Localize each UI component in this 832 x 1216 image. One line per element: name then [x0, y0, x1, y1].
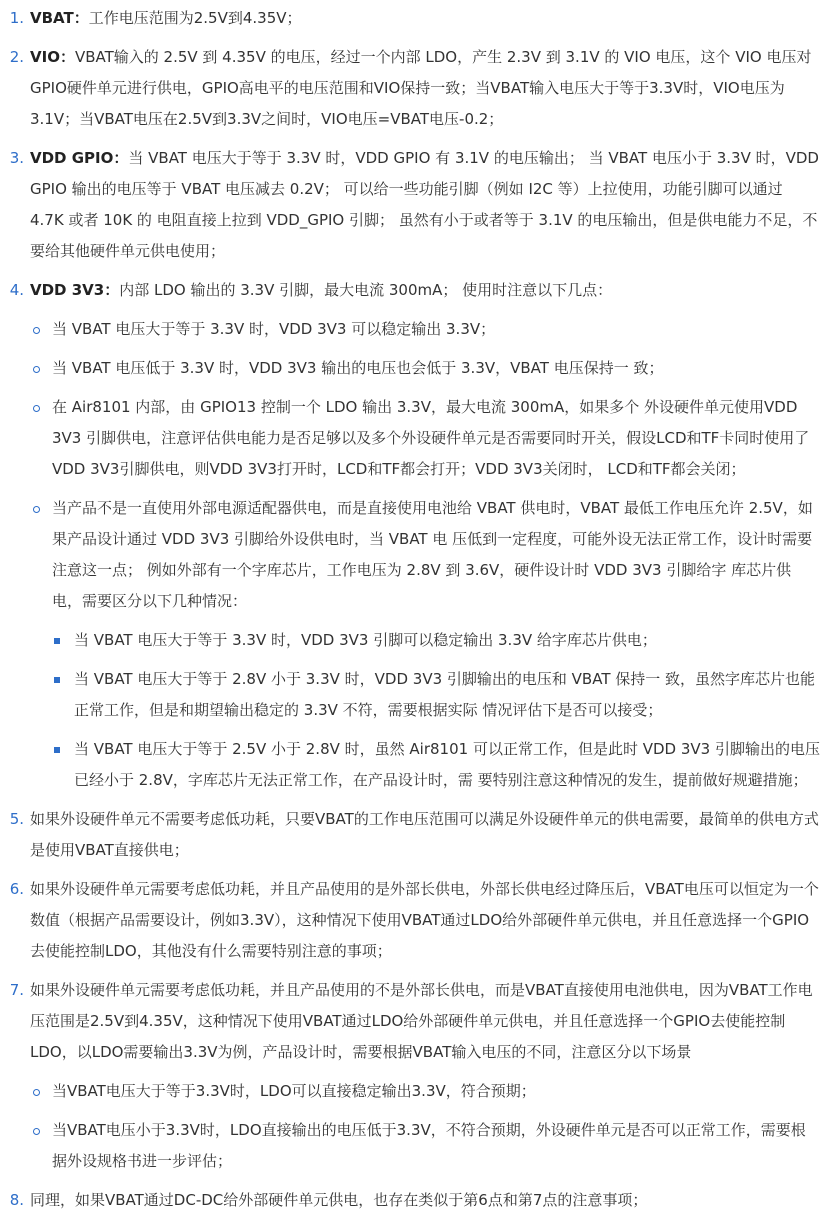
nested-list-item: [52, 664, 820, 726]
list-number: 5.: [9, 810, 24, 828]
square-bullet-icon: [54, 747, 60, 753]
square-bullet-icon: [54, 677, 60, 683]
list-number: 1.: [9, 9, 24, 27]
square-bullet-icon: [54, 638, 60, 644]
sub-list: [30, 314, 820, 796]
sub-item-text: 在 Air8101 内部，由 GPIO13 控制一个 LDO 输出 3.3V，最大电流 300mA，如果多个 外设硬件单元使用VDD 3V3 引脚供电，注意评估供电能力是否足够以及多个外设硬件单元是否需要同时开关，假设LCD和TF卡同时使用了VDD 3V3引脚供电，则VDD 3V3打开时，LCD和TF都会打开；VDD 3V3关闭时， LCD和TF都会关闭；: [52, 398, 810, 478]
item-text: 如果外设硬件单元需要考虑低功耗，并且产品使用的是外部长供电，外部长供电经过降压后，VBAT电压可以恒定为一个数值（根据产品需要设计，例如3.3V），这种情况下使用VBAT通过LDO给外部硬件单元供电，并且任意选择一个GPIO去使能控制LDO，其他没有什么需要特别注意的事项；: [30, 880, 819, 960]
sub-list-item: [30, 1115, 820, 1177]
list-item-1: [2, 3, 820, 34]
list-item-4: [2, 275, 820, 796]
sub-list-item: [30, 1076, 820, 1107]
list-item-2: [2, 42, 820, 135]
list-number: 6.: [9, 880, 24, 898]
nested-item-text: 当 VBAT 电压大于等于 2.8V 小于 3.3V 时，VDD 3V3 引脚输出的电压和 VBAT 保持一 致，虽然字库芯片也能正常工作，但是和期望输出稳定的 3.3V 不符，需要根据实际 情况评估下是否可以接受；: [74, 670, 816, 719]
nested-list-item: [52, 625, 820, 656]
nested-list-item: [52, 734, 820, 796]
sub-list-item: [30, 314, 820, 345]
item-text: 工作电压范围为2.5V到4.35V；: [88, 9, 302, 27]
item-title: VDD 3V3：: [30, 281, 120, 299]
item-text: 同理，如果VBAT通过DC-DC给外部硬件单元供电，也存在类似于第6点和第7点的注意事项；: [30, 1191, 648, 1209]
item-title: VDD GPIO：: [30, 149, 129, 167]
item-text: 当 VBAT 电压大于等于 3.3V 时，VDD GPIO 有 3.1V 的电压输出； 当 VBAT 电压小于 3.3V 时，VDD GPIO 输出的电压等于 VBAT 电压减去 0.2V； 可以给一些功能引脚（例如 I2C 等）上拉使用，功能引脚可以通过 4.7K 或者 10K 的 电阻直接上拉到 VDD_GPIO 引脚； 虽然有小于或者等于 3.1V 的电压输出，但是供电能力不足，不要给其他硬件单元供电使用；: [30, 149, 819, 260]
list-number: 8.: [9, 1191, 24, 1209]
nested-sub-list: [52, 625, 820, 796]
list-number: 3.: [9, 149, 24, 167]
sub-item-text: 当 VBAT 电压低于 3.3V 时，VDD 3V3 输出的电压也会低于 3.3V，VBAT 电压保持一 致；: [52, 359, 664, 377]
list-item-5: [2, 804, 820, 866]
sub-item-text: 当产品不是一直使用外部电源适配器供电，而是直接使用电池给 VBAT 供电时，VBAT 最低工作电压允许 2.5V，如果产品设计通过 VDD 3V3 引脚给外设供电时，当 VBAT 电 压低到一定程度，可能外设无法正常工作，设计时需要注意这一点； 例如外部有一个字库芯片，工作电压为 2.8V 到 3.6V，硬件设计时 VDD 3V3 引脚给字 库芯片供电，需要区分以下几种情况：: [52, 499, 813, 610]
list-number: 2.: [9, 48, 24, 66]
item-text: VBAT输入的 2.5V 到 4.35V 的电压，经过一个内部 LDO，产生 2.3V 到 3.1V 的 VIO 电压，这个 VIO 电压对GPIO硬件单元进行供电，GPIO高电平的电压范围和VIO保持一致；当VBAT输入电压大于等于3.3V时，VIO电压为3.1V；当VBAT电压在2.5V到3.3V之间时，VIO电压=VBAT电压-0.2；: [30, 48, 812, 128]
item-text: 如果外设硬件单元不需要考虑低功耗，只要VBAT的工作电压范围可以满足外设硬件单元的供电需要，最简单的供电方式是使用VBAT直接供电；: [30, 810, 819, 859]
list-item-8: [2, 1185, 820, 1216]
hollow-bullet-icon: [33, 327, 40, 334]
list-item-7: [2, 975, 820, 1177]
item-title: VIO：: [30, 48, 75, 66]
list-item-3: [2, 143, 820, 267]
sub-list-item: [30, 353, 820, 384]
nested-item-text: 当 VBAT 电压大于等于 3.3V 时，VDD 3V3 引脚可以稳定输出 3.3V 给字库芯片供电；: [74, 631, 657, 649]
list-number: 7.: [9, 981, 24, 999]
list-number: 4.: [9, 281, 24, 299]
hollow-bullet-icon: [33, 1128, 40, 1135]
sub-list-item: [30, 493, 820, 796]
nested-item-text: 当 VBAT 电压大于等于 2.5V 小于 2.8V 时，虽然 Air8101 可以正常工作，但是此时 VDD 3V3 引脚输出的电压已经小于 2.8V，字库芯片无法正常工作，在产品设计时，需 要特别注意这种情况的发生，提前做好规避措施；: [74, 740, 820, 789]
item-text: 如果外设硬件单元需要考虑低功耗，并且产品使用的不是外部长供电，而是VBAT直接使用电池供电，因为VBAT工作电压范围是2.5V到4.35V，这种情况下使用VBAT通过LDO给外部硬件单元供电，并且任意选择一个GPIO去使能控制LDO，以LDO需要输出3.3V为例，产品设计时，需要根据VBAT输入电压的不同，注意区分以下场景: [30, 981, 813, 1061]
sub-item-text: 当 VBAT 电压大于等于 3.3V 时，VDD 3V3 可以稳定输出 3.3V；: [52, 320, 496, 338]
item-text: 内部 LDO 输出的 3.3V 引脚，最大电流 300mA； 使用时注意以下几点：: [119, 281, 613, 299]
hollow-bullet-icon: [33, 506, 40, 513]
sub-list-item: [30, 392, 820, 485]
item-title: VBAT：: [30, 9, 89, 27]
sub-item-text: 当VBAT电压小于3.3V时，LDO直接输出的电压低于3.3V，不符合预期，外设硬件单元是否可以正常工作，需要根据外设规格书进一步评估；: [52, 1121, 806, 1170]
numbered-list: [2, 3, 820, 1216]
hollow-bullet-icon: [33, 366, 40, 373]
list-item-6: [2, 874, 820, 967]
hollow-bullet-icon: [33, 1089, 40, 1096]
sub-item-text: 当VBAT电压大于等于3.3V时，LDO可以直接稳定输出3.3V，符合预期；: [52, 1082, 536, 1100]
hollow-bullet-icon: [33, 405, 40, 412]
